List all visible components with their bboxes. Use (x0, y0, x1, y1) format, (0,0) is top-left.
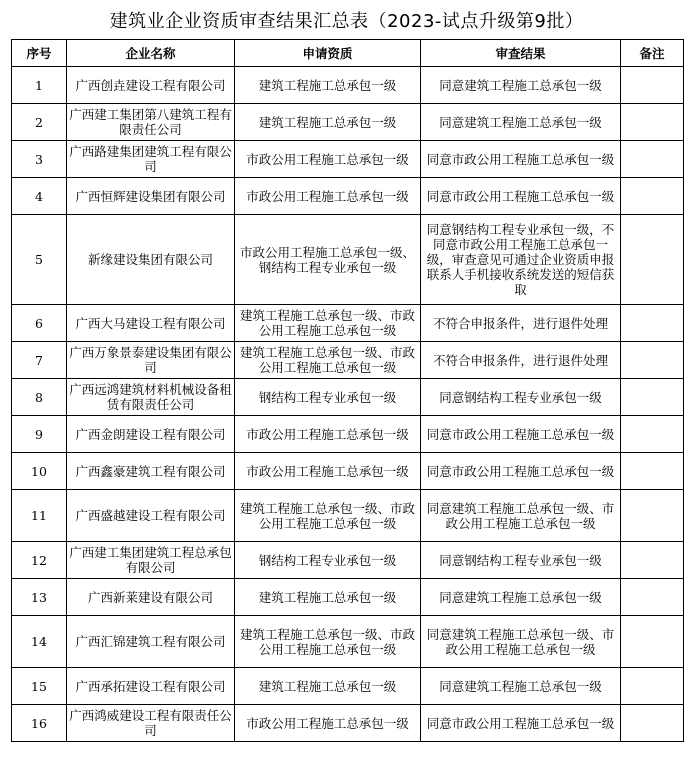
cell-qualification: 市政公用工程施工总承包一级 (235, 705, 421, 742)
page-title: 建筑业企业资质审查结果汇总表（2023-试点升级第9批） (109, 11, 584, 32)
table-row (12, 379, 684, 416)
cell-result: 同意市政公用工程施工总承包一级 (421, 705, 621, 742)
cell-seq: 6 (12, 305, 67, 342)
cell-seq: 5 (12, 215, 67, 305)
cell-remark (621, 416, 684, 453)
cell-qualification: 市政公用工程施工总承包一级 (235, 416, 421, 453)
cell-remark (621, 67, 684, 104)
cell-result: 同意市政公用工程施工总承包一级 (421, 141, 621, 178)
cell-company: 新缘建设集团有限公司 (67, 215, 235, 305)
cell-company: 广西恒辉建设集团有限公司 (67, 178, 235, 215)
cell-remark (621, 579, 684, 616)
cell-qualification: 建筑工程施工总承包一级 (235, 67, 421, 104)
table-row (12, 215, 684, 305)
cell-qualification: 建筑工程施工总承包一级、市政公用工程施工总承包一级 (235, 490, 421, 542)
cell-remark (621, 490, 684, 542)
cell-result: 同意钢结构工程专业承包一级 (421, 379, 621, 416)
cell-seq: 10 (12, 453, 67, 490)
cell-seq: 9 (12, 416, 67, 453)
header-remark: 备注 (621, 40, 684, 67)
cell-result: 同意建筑工程施工总承包一级 (421, 67, 621, 104)
cell-seq: 3 (12, 141, 67, 178)
table-header-row (12, 40, 684, 67)
cell-qualification: 建筑工程施工总承包一级 (235, 668, 421, 705)
cell-seq: 16 (12, 705, 67, 742)
cell-result: 同意建筑工程施工总承包一级、市政公用工程施工总承包一级 (421, 616, 621, 668)
cell-seq: 4 (12, 178, 67, 215)
cell-result: 同意市政公用工程施工总承包一级 (421, 416, 621, 453)
cell-result: 同意市政公用工程施工总承包一级 (421, 178, 621, 215)
cell-company: 广西鑫豪建筑工程有限公司 (67, 453, 235, 490)
table-body (12, 67, 684, 742)
cell-remark (621, 542, 684, 579)
table-row (12, 542, 684, 579)
cell-seq: 7 (12, 342, 67, 379)
cell-result: 同意市政公用工程施工总承包一级 (421, 453, 621, 490)
cell-result: 同意建筑工程施工总承包一级 (421, 104, 621, 141)
cell-seq: 1 (12, 67, 67, 104)
cell-company: 广西鸿威建设工程有限责任公司 (67, 705, 235, 742)
cell-seq: 13 (12, 579, 67, 616)
cell-result: 同意建筑工程施工总承包一级、市政公用工程施工总承包一级 (421, 490, 621, 542)
cell-remark (621, 305, 684, 342)
header-company: 企业名称 (67, 40, 235, 67)
cell-company: 广西金朗建设工程有限公司 (67, 416, 235, 453)
table-row (12, 178, 684, 215)
cell-remark (621, 215, 684, 305)
cell-company: 广西建工集团第八建筑工程有限责任公司 (67, 104, 235, 141)
cell-qualification: 建筑工程施工总承包一级 (235, 104, 421, 141)
cell-seq: 8 (12, 379, 67, 416)
cell-qualification: 钢结构工程专业承包一级 (235, 542, 421, 579)
cell-remark (621, 141, 684, 178)
results-table (11, 39, 684, 742)
cell-qualification: 钢结构工程专业承包一级 (235, 379, 421, 416)
header-qualification: 申请资质 (235, 40, 421, 67)
cell-remark (621, 342, 684, 379)
cell-seq: 15 (12, 668, 67, 705)
table-row (12, 616, 684, 668)
cell-company: 广西建工集团建筑工程总承包有限公司 (67, 542, 235, 579)
cell-seq: 12 (12, 542, 67, 579)
cell-company: 广西路建集团建筑工程有限公司 (67, 141, 235, 178)
cell-qualification: 市政公用工程施工总承包一级、钢结构工程专业承包一级 (235, 215, 421, 305)
table-row (12, 453, 684, 490)
cell-remark (621, 616, 684, 668)
cell-qualification: 市政公用工程施工总承包一级 (235, 178, 421, 215)
cell-remark (621, 668, 684, 705)
table-row (12, 67, 684, 104)
cell-remark (621, 379, 684, 416)
table-row (12, 416, 684, 453)
cell-seq: 14 (12, 616, 67, 668)
cell-qualification: 建筑工程施工总承包一级、市政公用工程施工总承包一级 (235, 342, 421, 379)
cell-remark (621, 453, 684, 490)
cell-seq: 11 (12, 490, 67, 542)
cell-company: 广西新莱建设有限公司 (67, 579, 235, 616)
cell-company: 广西承拓建设工程有限公司 (67, 668, 235, 705)
header-result: 审查结果 (421, 40, 621, 67)
cell-remark (621, 104, 684, 141)
table-row (12, 579, 684, 616)
cell-company: 广西盛越建设工程有限公司 (67, 490, 235, 542)
cell-result: 同意钢结构工程专业承包一级 (421, 542, 621, 579)
cell-remark (621, 178, 684, 215)
cell-qualification: 建筑工程施工总承包一级 (235, 579, 421, 616)
cell-company: 广西创垚建设工程有限公司 (67, 67, 235, 104)
cell-company: 广西大马建设工程有限公司 (67, 305, 235, 342)
table-row (12, 705, 684, 742)
header-seq: 序号 (12, 40, 67, 67)
cell-qualification: 市政公用工程施工总承包一级 (235, 453, 421, 490)
table-row (12, 342, 684, 379)
cell-result: 不符合申报条件，进行退件处理 (421, 305, 621, 342)
cell-company: 广西汇锦建筑工程有限公司 (67, 616, 235, 668)
cell-qualification: 市政公用工程施工总承包一级 (235, 141, 421, 178)
cell-result: 同意建筑工程施工总承包一级 (421, 579, 621, 616)
table-row (12, 305, 684, 342)
cell-result: 不符合申报条件，进行退件处理 (421, 342, 621, 379)
cell-result: 同意建筑工程施工总承包一级 (421, 668, 621, 705)
cell-company: 广西远鸿建筑材料机械设备租赁有限责任公司 (67, 379, 235, 416)
table-row (12, 141, 684, 178)
cell-qualification: 建筑工程施工总承包一级、市政公用工程施工总承包一级 (235, 305, 421, 342)
table-row (12, 490, 684, 542)
cell-result: 同意钢结构工程专业承包一级，不同意市政公用工程施工总承包一级，审查意见可通过企业资质申报联系人手机接收系统发送的短信获取 (421, 215, 621, 305)
table-row (12, 668, 684, 705)
cell-remark (621, 705, 684, 742)
cell-seq: 2 (12, 104, 67, 141)
table-row (12, 104, 684, 141)
cell-company: 广西万象景泰建设集团有限公司 (67, 342, 235, 379)
cell-qualification: 建筑工程施工总承包一级、市政公用工程施工总承包一级 (235, 616, 421, 668)
